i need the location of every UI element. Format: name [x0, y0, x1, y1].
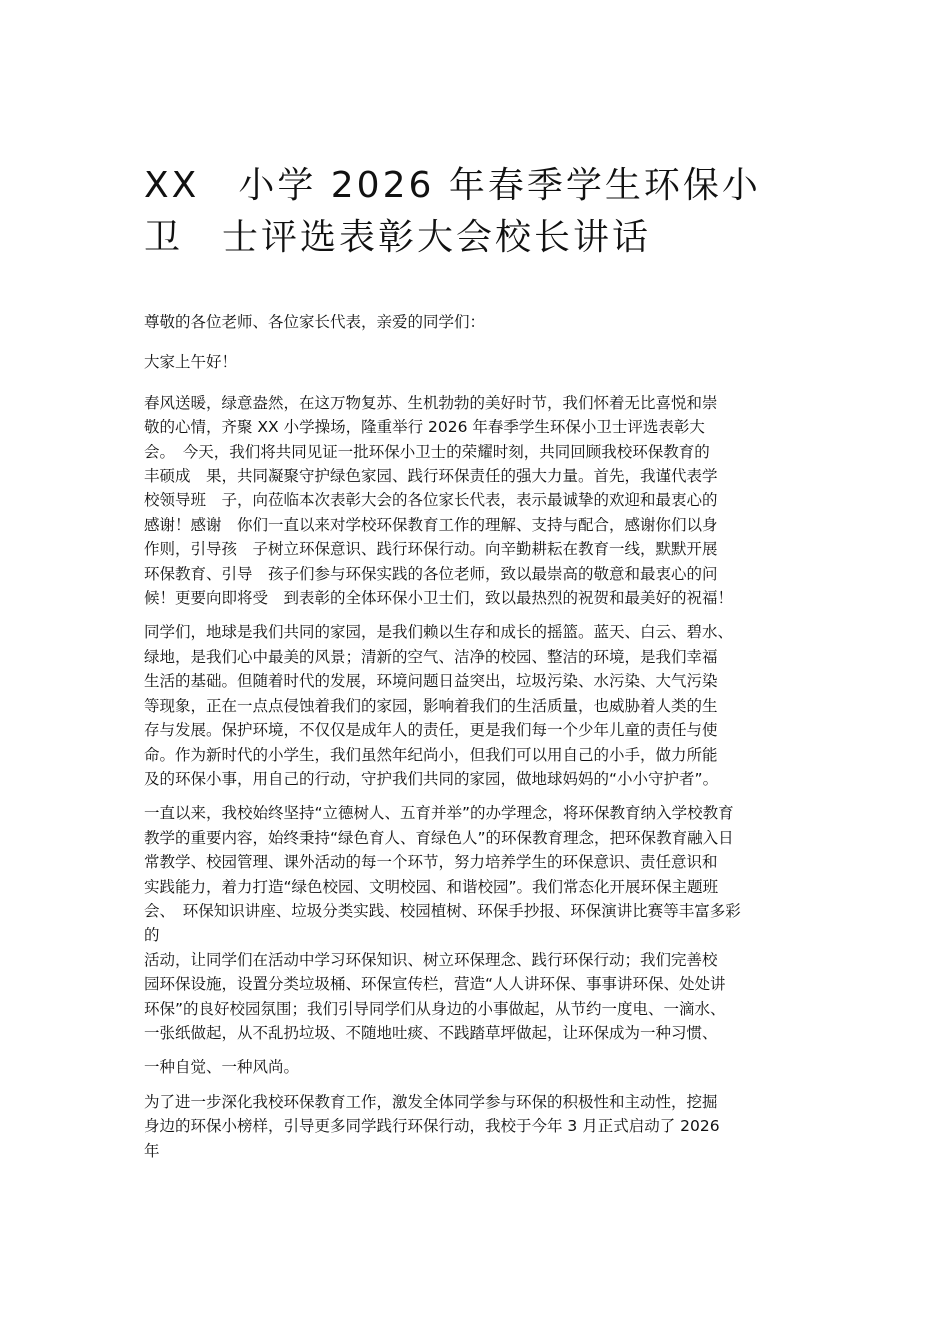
- text-line: 丰硕成 果，共同凝聚守护绿色家园、践行环保责任的强大力量。首先，我谨代表学: [144, 467, 718, 486]
- paragraph-campaign: [144, 1090, 824, 1163]
- text-line: 一种自觉、一种风尚。: [144, 1058, 300, 1077]
- text-line: 一张纸做起，从不乱扔垃圾、不随地吐痰、不践踏草坪做起，让环保成为一种习惯、: [144, 1023, 718, 1042]
- text-line: 常教学、校园管理、课外活动的每一个环节，努力培养学生的环保意识、责任意识和: [144, 853, 718, 872]
- text-line: 身边的环保小榜样，引导更多同学践行环保行动，我校于今年 3 月正式启动了 2026: [144, 1117, 720, 1136]
- text-line: 会、 环保知识讲座、垃圾分类实践、校园植树、环保手抄报、环保演讲比赛等丰富多彩: [144, 901, 741, 920]
- text-line: 等现象，正在一点点侵蚀着我们的家园，影响着我们的生活质量，也威胁着人类的生: [144, 696, 718, 715]
- text-line: 活动，让同学们在活动中学习环保知识、树立环保理念、践行环保行动；我们完善校: [144, 950, 718, 969]
- text-line: 会。 今天，我们将共同见证一批环保小卫士的荣耀时刻，共同回顾我校环保教育的: [144, 442, 710, 461]
- greeting: [144, 350, 824, 374]
- text-line: 命。作为新时代的小学生，我们虽然年纪尚小，但我们可以用自己的小手，做力所能: [144, 745, 718, 764]
- text-line: 存与发展。保护环境，不仅仅是成年人的责任，更是我们每一个少年儿童的责任与使: [144, 721, 718, 740]
- text-line: 环保”的良好校园氛围；我们引导同学们从身边的小事做起，从节约一度电、一滴水、: [144, 999, 726, 1018]
- text-line: 为了进一步深化我校环保教育工作，激发全体同学参与环保的积极性和主动性，挖掘: [144, 1092, 718, 1111]
- document-title: [144, 160, 824, 264]
- text-line: 尊敬的各位老师、各位家长代表，亲爱的同学们：: [144, 313, 486, 331]
- text-line: 园环保设施，设置分类垃圾桶、环保宣传栏，营造“人人讲环保、事事讲环保、处处讲: [144, 975, 726, 994]
- text-line: 环保教育、引导 孩子们参与环保实践的各位老师，致以最崇高的敬意和最衷心的问: [144, 564, 718, 583]
- text-line: 感谢！感谢 你们一直以来对学校环保教育工作的理解、支持与配合，感谢你们以身: [144, 515, 718, 534]
- paragraph-school-efforts: [144, 801, 824, 1045]
- paragraph-habit: [144, 1055, 824, 1079]
- title-line: 卫 士评选表彰大会校长讲话: [144, 217, 652, 258]
- text-line: 校领导班 子，向莅临本次表彰大会的各位家长代表，表示最诚挚的欢迎和最衷心的: [144, 491, 718, 510]
- text-line: 一直以来，我校始终坚持“立德树人、五育并举”的办学理念，将环保教育纳入学校教育: [144, 804, 734, 823]
- text-line: 大家上午好！: [144, 353, 238, 372]
- salutation: [144, 310, 824, 334]
- text-line: 同学们，地球是我们共同的家园，是我们赖以生存和成长的摇篮。蓝天、白云、碧水、: [144, 623, 734, 642]
- text-line: 实践能力，着力打造“绿色校园、文明校园、和谐校园”。我们常态化开展环保主题班: [144, 877, 719, 896]
- paragraph-opening: [144, 391, 824, 611]
- text-line: 绿地，是我们心中最美的风景；清新的空气、洁净的校园、整洁的环境，是我们幸福: [144, 647, 718, 666]
- text-line: 候！更要向即将受 到表彰的全体环保小卫士们，致以最热烈的祝贺和最美好的祝福！: [144, 589, 734, 608]
- paragraph-earth: [144, 620, 824, 791]
- text-line: 生活的基础。但随着时代的发展，环境问题日益突出，垃圾污染、水污染、大气污染: [144, 672, 718, 691]
- document-body: [144, 310, 824, 1173]
- text-line: 教学的重要内容，始终秉持“绿色育人、育绿色人”的环保教育理念，把环保教育融入日: [144, 828, 734, 847]
- text-line: 春风送暖，绿意盎然，在这万物复苏、生机勃勃的美好时节，我们怀着无比喜悦和崇: [144, 393, 718, 412]
- text-line: 的: [144, 926, 160, 945]
- text-line: 年: [144, 1141, 160, 1160]
- text-line: 作则，引导孩 子树立环保意识、践行环保行动。向辛勤耕耘在教育一线，默默开展: [144, 540, 718, 559]
- title-line: XX 小学 2026 年春季学生环保小: [144, 165, 761, 206]
- text-line: 及的环保小事，用自己的行动，守护我们共同的家园，做地球妈妈的“小小守护者”。: [144, 769, 719, 788]
- text-line: 敬的心情，齐聚 XX 小学操场，隆重举行 2026 年春季学生环保小卫士评选表彰大: [144, 418, 705, 437]
